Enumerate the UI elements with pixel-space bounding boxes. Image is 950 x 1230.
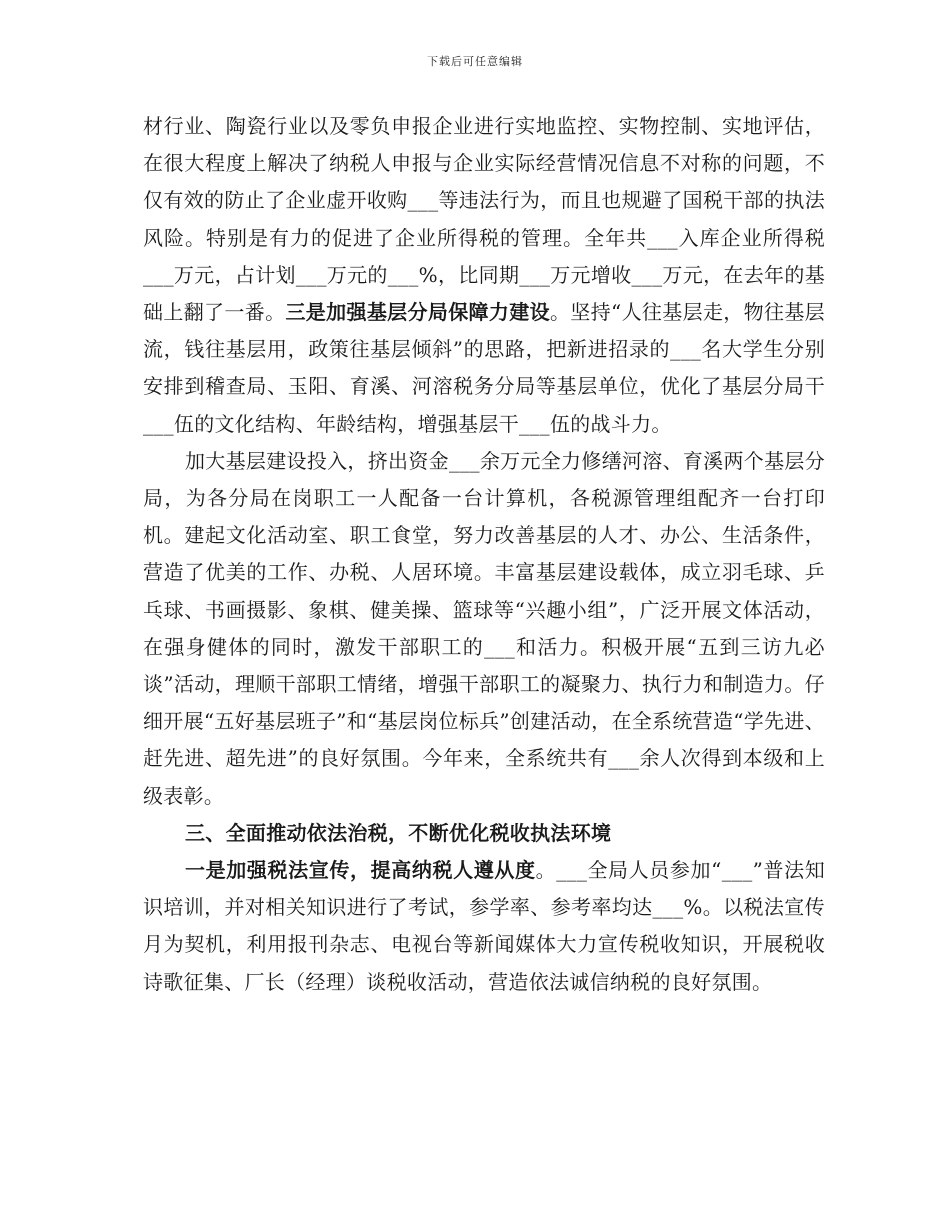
paragraph-1 <box>143 108 825 443</box>
paragraph-1-text-a: 材行业、陶瓷行业以及零负申报企业进行实地监控、实物控制、实地评估，在很大程度上解决了纳税人申报与企业实际经营情况信息不对称的问题，不仅有效的防止了企业虚开收购___等违法行为，而且也规避了国税干部的执法风险。特别是有力的促进了企业所得税的管理。全年共___入库企业所得税___万元，占计划___万元的___%，比同期___万元增收___万元，在去年的基础上翻了一番。 <box>143 114 825 325</box>
document-body <box>143 108 825 1001</box>
paragraph-1-bold: 三是加强基层分局保障力建设 <box>285 300 550 325</box>
section-heading-3: 三、全面推动依法治税，不断优化税收执法环境 <box>185 820 612 845</box>
paragraph-3 <box>143 852 825 1001</box>
paragraph-3-text: 。___全局人员参加“___”普法知识培训，并对相关知识进行了考试，参学率、参考率均达___%。以税法宣传月为契机，利用报刊杂志、电视台等新闻媒体大力宣传税收知识，开展税收诗歌征集、厂长（经理）谈税收活动，营造依法诚信纳税的良好氛围。 <box>143 858 825 994</box>
paragraph-1-text-b: 。坚持“人往基层走，物往基层流，钱往基层用，政策往基层倾斜”的思路，把新进招录的___名大学生分别安排到稽查局、玉阳、育溪、河溶税务分局等基层单位，优化了基层分局干___伍的文化结构、年龄结构，增强基层干___伍的战斗力。 <box>143 300 825 436</box>
page-header: 下载后可任意编辑 <box>427 55 523 68</box>
paragraph-2: 加大基层建设投入，挤出资金___余万元全力修缮河溶、育溪两个基层分局，为各分局在岗职工一人配备一台计算机，各税源管理组配齐一台打印机。建起文化活动室、职工食堂，努力改善基层的人才、办公、生活条件，营造了优美的工作、办税、人居环境。丰富基层建设载体，成立羽毛球、乒乓球、书画摄影、象棋、健美操、篮球等“兴趣小组”，广泛开展文体活动，在强身健体的同时，激发干部职工的___和活力。积极开展“五到三访九必谈”活动，理顺干部职工情绪，增强干部职工的凝聚力、执行力和制造力。仔细开展“五好基层班子”和“基层岗位标兵”创建活动，在全系统营造“学先进、赶先进、超先进”的良好氛围。今年来，全系统共有___余人次得到本级和上级表彰。 <box>143 448 825 808</box>
paragraph-3-bold: 一是加强税法宣传，提高纳税人遵从度 <box>185 858 536 883</box>
